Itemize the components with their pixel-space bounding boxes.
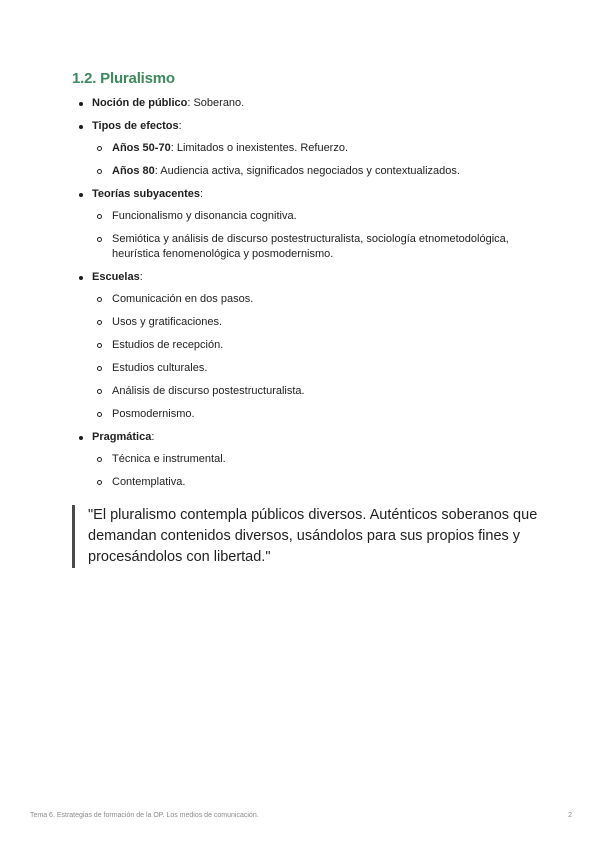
sub-bullet-item	[92, 292, 546, 307]
footer-page-number: 2	[568, 812, 572, 819]
sub-bullet-item	[92, 141, 546, 156]
sub-bullet-separator: :	[154, 165, 158, 177]
sub-bullet-item	[92, 315, 546, 330]
sub-bullet-text: Estudios de recepción.	[112, 339, 224, 351]
bullet-content	[76, 96, 546, 498]
bullet-item	[76, 187, 546, 262]
bullet-separator: :	[187, 97, 191, 109]
bullet-item	[76, 430, 546, 490]
sub-bullet-term: Años 80	[112, 165, 155, 177]
sub-bullet-text: Técnica e instrumental.	[112, 453, 226, 465]
sub-bullet-separator: :	[170, 142, 174, 154]
bullet-separator: :	[178, 120, 182, 132]
bullet-separator: :	[139, 271, 143, 283]
sub-bullet-text: Contemplativa.	[112, 476, 186, 488]
sub-bullet-item	[92, 232, 546, 262]
sub-bullet-item	[92, 407, 546, 422]
bullet-item	[76, 96, 546, 111]
bullet-item	[76, 119, 546, 179]
sub-bullet-item	[92, 384, 546, 399]
sub-bullet-text: Usos y gratificaciones.	[112, 316, 223, 328]
bullet-separator: :	[200, 188, 204, 200]
pull-quote	[72, 505, 548, 568]
sub-bullet-text: Limitados o inexistentes. Refuerzo.	[173, 142, 349, 154]
sub-bullet-item	[92, 452, 546, 467]
bullet-term: Noción de público	[92, 97, 188, 109]
sub-bullet-text: Estudios culturales.	[112, 362, 208, 374]
quote-text: "El pluralismo contempla públicos diversos. Auténticos soberanos que demandan contenidos diversos, usándolos para sus propios fines y procesándolos con libertad."	[88, 507, 538, 565]
sub-bullet-item	[92, 338, 546, 353]
sub-bullet-list	[92, 209, 546, 262]
footer-chapter-title: Tema 6. Estrategias de formación de la OP. Los medios de comunicación.	[30, 812, 259, 819]
sub-bullet-item	[92, 361, 546, 376]
bullet-description: Soberano.	[190, 97, 245, 109]
sub-bullet-list	[92, 452, 546, 490]
bullet-item	[76, 270, 546, 422]
sub-bullet-list	[92, 141, 546, 179]
sub-bullet-text: Posmodernismo.	[112, 408, 195, 420]
sub-bullet-item	[92, 475, 546, 490]
sub-bullet-text: Comunicación en dos pasos.	[112, 293, 254, 305]
bullet-term: Pragmática	[92, 431, 152, 443]
sub-bullet-item	[92, 164, 546, 179]
sub-bullet-text: Análisis de discurso postestructuralista.	[112, 385, 305, 397]
sub-bullet-item	[92, 209, 546, 224]
sub-bullet-term: Años 50-70	[112, 142, 171, 154]
main-bullet-list	[76, 96, 546, 490]
bullet-term: Escuelas	[92, 271, 140, 283]
sub-bullet-list	[92, 292, 546, 422]
section-heading: 1.2. Pluralismo	[72, 70, 175, 87]
sub-bullet-text: Semiótica y análisis de discurso postestructuralista, sociología etnometodológica, heurística fenomenológica y posmodernismo.	[112, 233, 509, 260]
sub-bullet-text: Funcionalismo y disonancia cognitiva.	[112, 210, 297, 222]
bullet-term: Tipos de efectos	[92, 120, 179, 132]
sub-bullet-text: Audiencia activa, significados negociados y contextualizados.	[157, 165, 460, 177]
bullet-separator: :	[151, 431, 155, 443]
bullet-term: Teorías subyacentes	[92, 188, 201, 200]
